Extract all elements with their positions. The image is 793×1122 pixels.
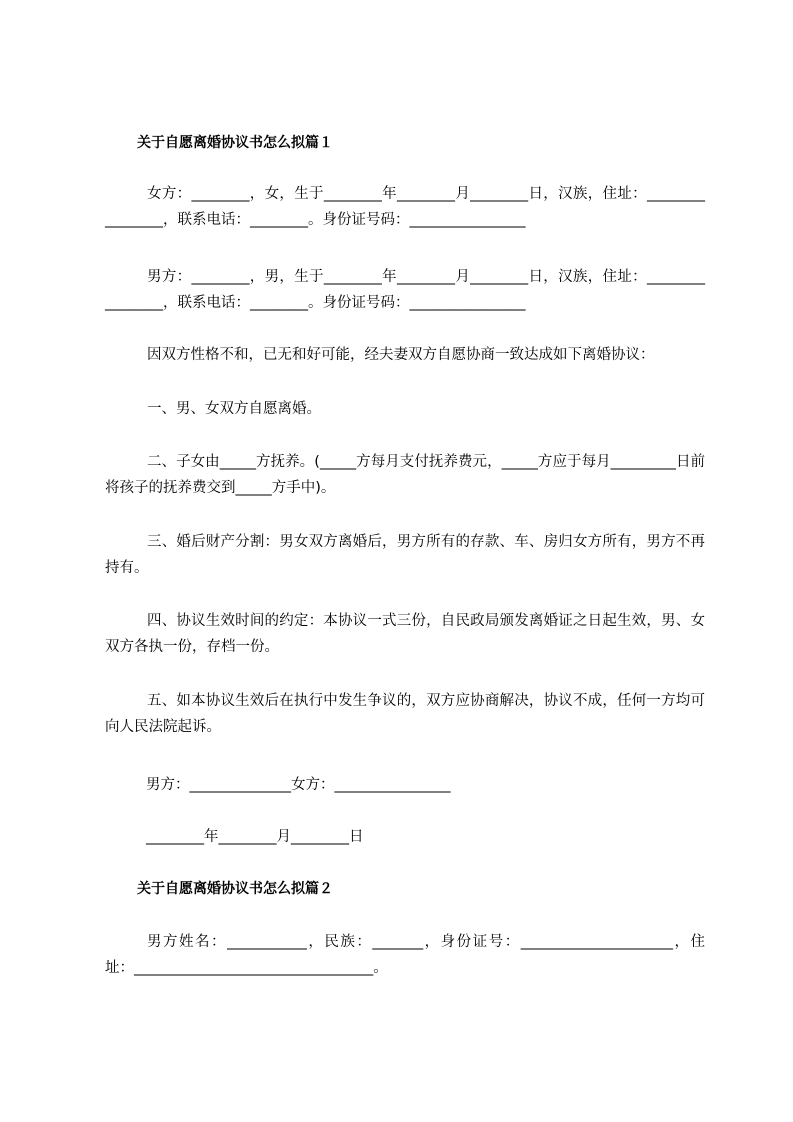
clause-2-paragraph: 二、子女由_____方抚养。(_____方每月支付抚养费元，_____方应于每月_________日前将孩子的抚养费交到_____方手中)。 xyxy=(105,454,705,496)
clause-5-paragraph: 五、如本协议生效后在执行中发生争议的，双方应协商解决，协议不成，任何一方均可向人民法院起诉。 xyxy=(105,693,705,735)
clause-4-paragraph: 四、协议生效时间的约定：本协议一式三份，自民政局颁发离婚证之日起生效，男、女双方各执一份，存档一份。 xyxy=(105,613,705,655)
date-line: ________年________月________日 xyxy=(146,829,364,845)
section-2-title: 关于自愿离婚协议书怎么拟篇２ xyxy=(137,881,333,897)
clause-1-paragraph: 一、男、女双方自愿离婚。 xyxy=(147,401,321,417)
intro-paragraph: 因双方性格不和，已无和好可能，经夫妻双方自愿协商一致达成如下离婚协议： xyxy=(147,347,655,363)
male-info-paragraph: 男方姓名：___________，民族：_______，身份证号：_____________________，住址：_________________________________。 xyxy=(105,934,705,976)
male-party-paragraph: 男方：________，男，生于________年________月________日，汉族，住址：________________，联系电话：________。身份证号码：________________ xyxy=(105,269,705,311)
female-party-paragraph: 女方：________，女，生于________年________月________日，汉族，住址：________________，联系电话：________。身份证号码：________________ xyxy=(105,186,705,228)
section-1-title: 关于自愿离婚协议书怎么拟篇１ xyxy=(137,135,333,151)
signature-line: 男方：______________女方：________________ xyxy=(146,777,451,793)
clause-3-paragraph: 三、婚后财产分割：男女双方离婚后，男方所有的存款、车、房归女方所有，男方不再持有。 xyxy=(105,534,705,576)
